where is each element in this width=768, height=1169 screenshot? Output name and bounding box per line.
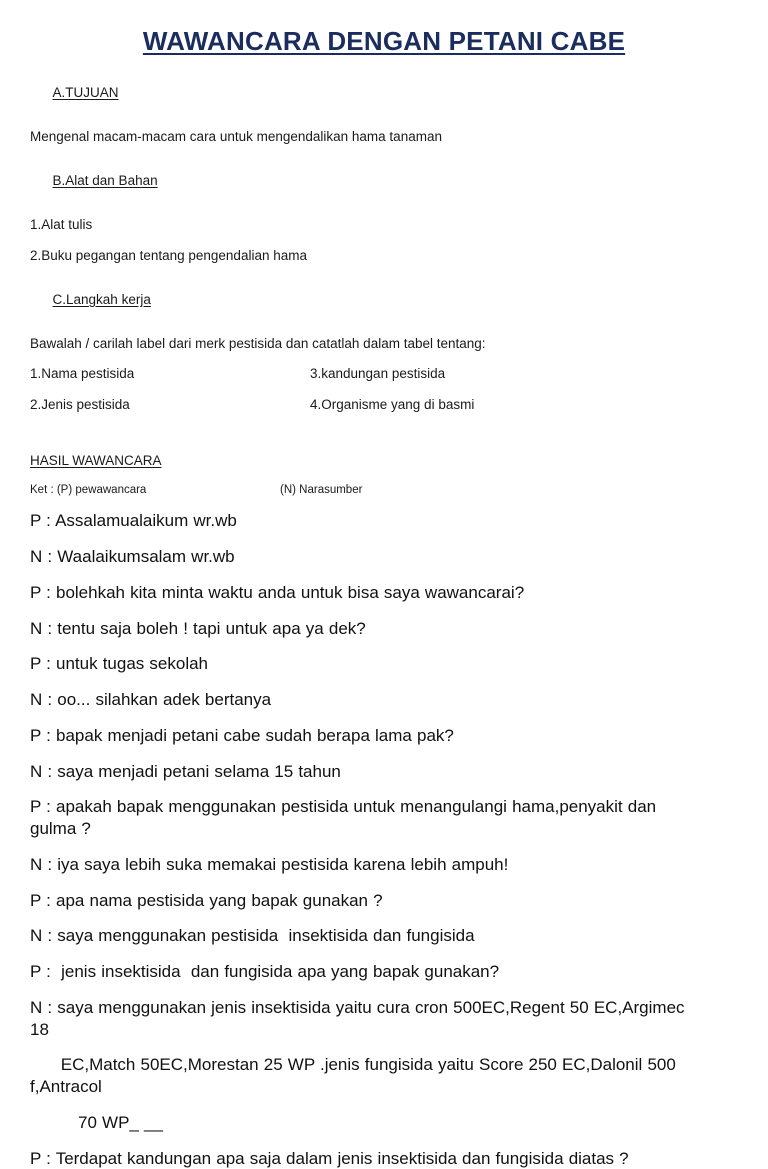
list-item-alat-1: 1.Alat tulis [30,217,93,233]
legend-row [30,485,738,497]
dialogue-line: P : Assalamualaikum wr.wb [30,511,237,531]
dialogue-line: P : untuk tugas sekolah [30,654,209,674]
list-item-alat-2: 2.Buku pegangan tentang pengendalian hama [30,247,307,263]
table-row [30,398,738,412]
dialogue-line: EC,Match 50EC,Morestan 25 WP .jenis fungisida yaitu Score 250 EC,Dalonil 500 f,Antracol [30,1055,681,1097]
page-title-text: WAWANCARA DENGAN PETANI CABE [142,26,626,56]
dialogue-line: P : bapak menjadi petani cabe sudah berapa lama pak? [30,725,454,745]
dialogue-transcript [0,510,768,1169]
dialogue-line: P : jenis insektisida dan fungisida apa yang bapak gunakan? [30,962,500,982]
cell-kandungan-pestisida: 3.kandungan pestisida [310,366,446,382]
section-heading-hasil-wawancara-label: HASIL WAWANCARA [30,453,162,469]
section-heading-tujuan-label: A.TUJUAN [52,85,119,101]
legend-pewawancara: Ket : (P) pewawancara [30,483,147,496]
dialogue-line: 70 WP_ __ [78,1112,163,1132]
section-heading-hasil-wawancara [30,454,738,468]
dialogue-line: N : saya menggunakan pestisida insektisida dan fungisida [30,926,475,946]
dialogue-line: N : Waalaikumsalam wr.wb [30,547,235,567]
dialogue-line: P : apa nama pestisida yang bapak gunakan ? [30,890,383,910]
legend-narasumber: (N) Narasumber [280,483,363,496]
section-heading-tujuan [30,73,738,114]
section-heading-alat-dan-bahan-label: B.Alat dan Bahan [52,173,158,189]
section-body-langkah-kerja: Bawalah / carilah label dari merk pestisida dan catatlah dalam tabel tentang: [30,335,486,351]
dialogue-line: N : iya saya lebih suka memakai pestisida karena lebih ampuh! [30,854,509,874]
section-heading-langkah-kerja [30,279,738,320]
dialogue-line: N : saya menjadi petani selama 15 tahun [30,761,341,781]
section-body-tujuan: Mengenal macam-macam cara untuk mengendalikan hama tanaman [30,129,442,145]
dialogue-line: N : saya menggunakan jenis insektisida yaitu cura cron 500EC,Regent 50 EC,Argimec 18 [30,997,690,1039]
page-title [0,0,768,57]
dialogue-line: P : apakah bapak menggunakan pestisida untuk menangulangi hama,penyakit dan gulma ? [30,797,662,839]
dialogue-line: N : tentu saja boleh ! tapi untuk apa ya dek? [30,618,366,638]
table-row [30,367,738,381]
dialogue-line: P : bolehkah kita minta waktu anda untuk bisa saya wawancarai? [30,582,525,602]
document-header-block [0,73,768,497]
cell-nama-pestisida: 1.Nama pestisida [30,366,135,382]
dialogue-line: P : Terdapat kandungan apa saja dalam jenis insektisida dan fungisida diatas ? [30,1148,629,1168]
section-heading-alat-dan-bahan [30,161,738,202]
cell-jenis-pestisida: 2.Jenis pestisida [30,396,130,412]
cell-organisme-dibasmi: 4.Organisme yang di basmi [310,396,475,412]
section-heading-langkah-kerja-label: C.Langkah kerja [52,291,151,307]
dialogue-line: N : oo... silahkan adek bertanya [30,690,272,710]
section-spacer [30,428,738,454]
